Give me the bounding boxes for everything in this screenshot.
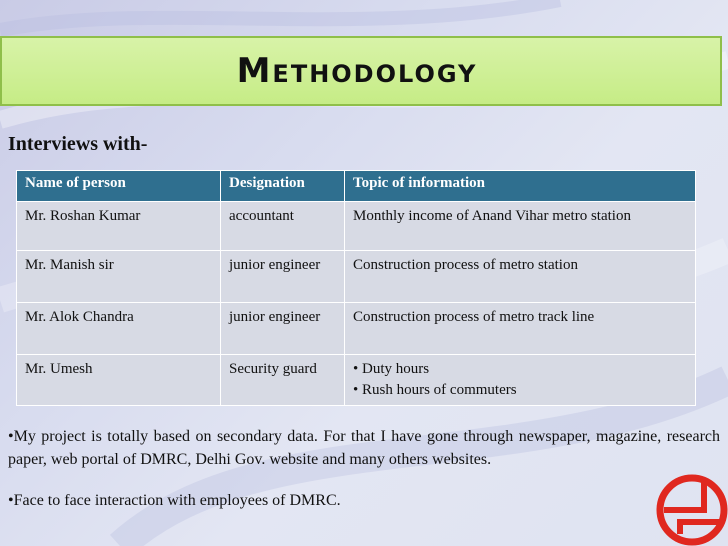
table-row: [17, 303, 696, 355]
dmrc-logo-icon: [652, 468, 728, 546]
slide-title: Methodology: [236, 51, 478, 91]
topic-line: Monthly income of Anand Vihar metro station: [353, 208, 631, 224]
title-bar: [0, 36, 722, 106]
table-header-row: [17, 171, 696, 202]
interviews-heading: Interviews with-: [8, 133, 148, 155]
header-designation: Designation: [221, 171, 345, 202]
cell-topic: [345, 355, 696, 406]
cell-person-name: Mr. Roshan Kumar: [17, 202, 221, 251]
cell-topic: [345, 202, 696, 251]
cell-designation: accountant: [221, 202, 345, 251]
cell-person-name: Mr. Manish sir: [17, 251, 221, 303]
table-row: [17, 202, 696, 251]
interaction-paragraph: •Face to face interaction with employees of DMRC.: [8, 492, 341, 509]
cell-designation: junior engineer: [221, 251, 345, 303]
cell-person-name: Mr. Umesh: [17, 355, 221, 406]
cell-topic: [345, 303, 696, 355]
topic-bullet-line: • Duty hours: [353, 361, 430, 377]
header-name-of-person: Name of person: [17, 171, 221, 202]
cell-designation: Security guard: [221, 355, 345, 406]
table-row: [17, 251, 696, 303]
cell-person-name: Mr. Alok Chandra: [17, 303, 221, 355]
cell-topic: [345, 251, 696, 303]
interviews-table: [16, 170, 696, 406]
topic-bullet-line: • Rush hours of commuters: [353, 382, 517, 398]
header-topic-of-information: Topic of information: [345, 171, 696, 202]
table-row: [17, 355, 696, 406]
topic-line: Construction process of metro station: [353, 257, 578, 273]
cell-designation: junior engineer: [221, 303, 345, 355]
topic-line: Construction process of metro track line: [353, 309, 595, 325]
secondary-data-paragraph: •My project is totally based on secondary data. For that I have gone through newspaper, magazine, research paper, web portal of DMRC, Delhi Gov. website and many others websites.: [8, 428, 720, 468]
